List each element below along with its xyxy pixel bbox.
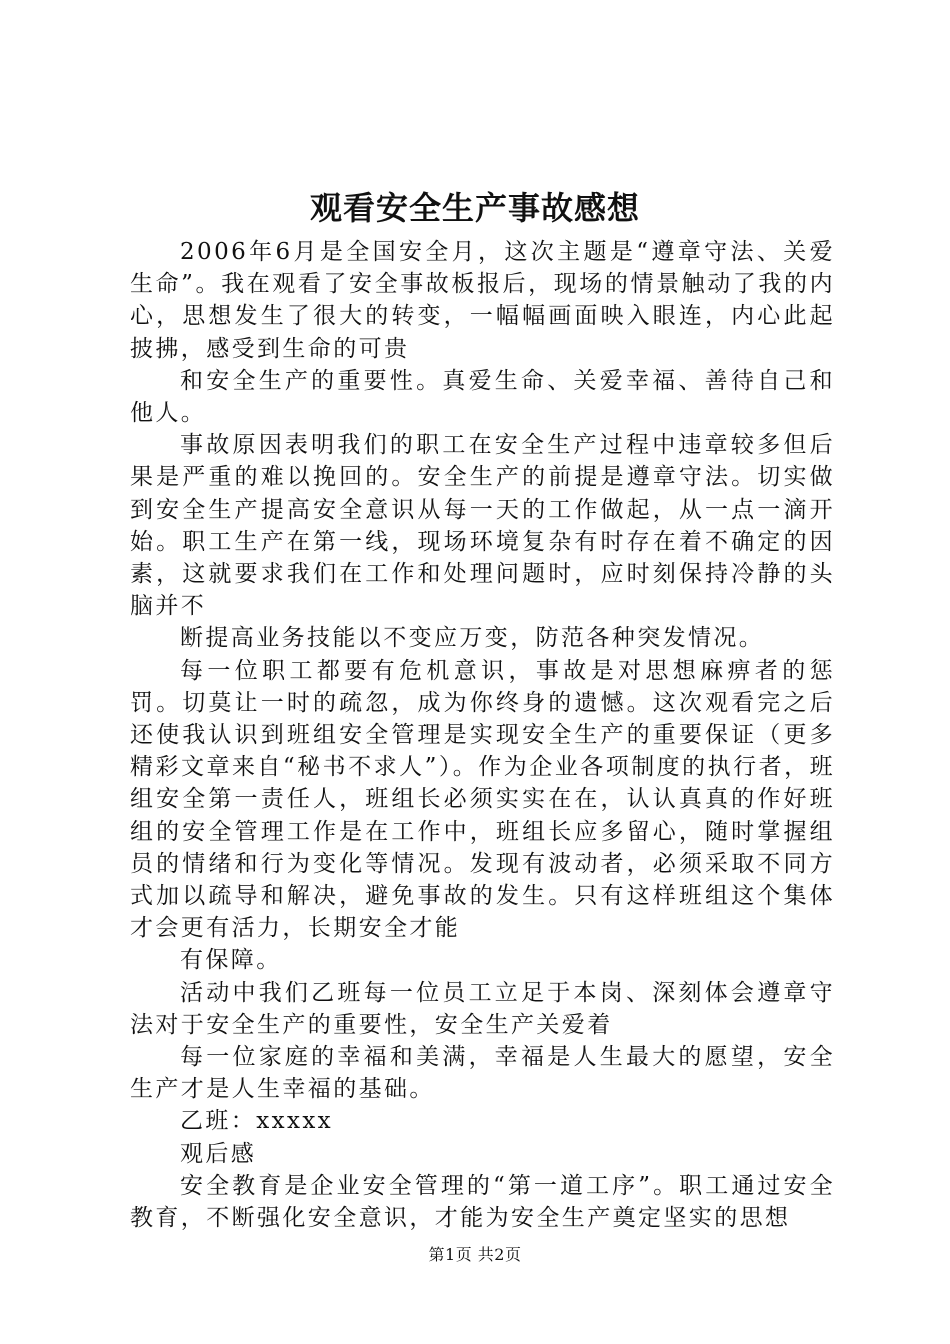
paragraph: 2006年6月是全国安全月，这次主题是“遵章守法、关爱生命”。我在观看了安全事故板报后，现场的情景触动了我的内心，思想发生了很大的转变，一幅幅画面映入眼连，内心此起披拂，感受到生命的可贵	[130, 239, 835, 362]
paragraph: 每一位职工都要有危机意识，事故是对思想麻痹者的惩罚。切莫让一时的疏忽，成为你终身的遗憾。这次观看完之后还使我认识到班组安全管理是实现安全生产的重要保证（更多精彩文章来自“秘书不求人”）。作为企业各项制度的执行者，班组安全第一责任人，班组长必须实实在在，认认真真的作好班组的安全管理工作是在工作中，班组长应多留心，随时掌握组员的情绪和行为变化等情况。发现有波动者，必须采取不同方式加以疏导和解决，避免事故的发生。只有这样班组这个集体才会更有活力，长期安全才能	[130, 657, 835, 942]
document-title: 观看安全生产事故感想	[309, 189, 640, 227]
paragraph: 事故原因表明我们的职工在安全生产过程中违章较多但后果是严重的难以挽回的。安全生产的前提是遵章守法。切实做到安全生产提高安全意识从每一天的工作做起，从一点一滴开始。职工生产在第一线，现场环境复杂有时存在着不确定的因素，这就要求我们在工作和处理问题时，应时刻保持冷静的头脑并不	[130, 432, 835, 620]
paragraph: 活动中我们乙班每一位员工立足于本岗、深刻体会遵章守法对于安全生产的重要性，安全生产关爱着	[130, 979, 835, 1038]
paragraph: 安全教育是企业安全管理的“第一道工序”。职工通过安全教育，不断强化安全意识，才能为安全生产奠定坚实的思想	[130, 1172, 835, 1232]
document-body	[130, 236, 835, 1234]
section-heading: 观后感	[180, 1140, 257, 1167]
signature-line: 乙班：xxxxx	[180, 1108, 334, 1135]
paragraph: 和安全生产的重要性。真爱生命、关爱幸福、善待自己和他人。	[130, 367, 835, 427]
paragraph: 断提高业务技能以不变应万变，防范各种突发情况。	[180, 625, 765, 652]
page-footer: 第1页 共2页	[428, 1245, 522, 1264]
paragraph: 有保障。	[180, 947, 282, 974]
paragraph: 每一位家庭的幸福和美满，幸福是人生最大的愿望，安全生产才是人生幸福的基础。	[130, 1044, 835, 1103]
